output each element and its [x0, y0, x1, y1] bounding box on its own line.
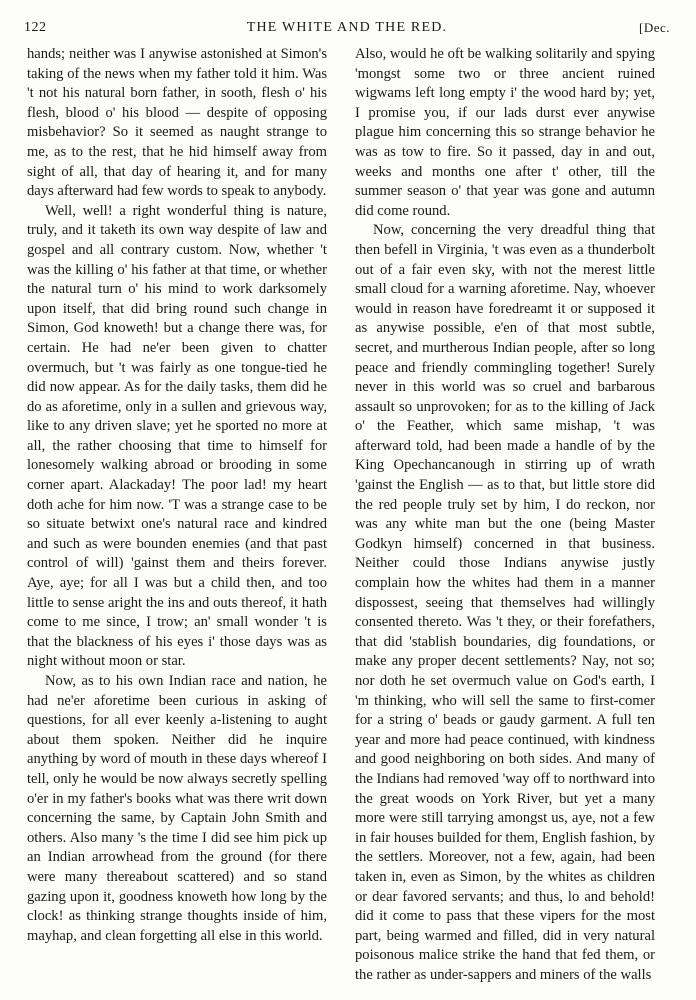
right-column — [355, 45, 655, 986]
paragraph: Well, well! a right wonderful thing is nature, truly, and it taketh its own way despite of law and gospel and all contrary custom. Now, whether 't was the killing o' his father at that time, or whether the natural turn o' his mind to work darksomely upon itself, that did bring round such change in Simon, God knoweth! but a change there was, for certain. He had ne'er been given to chatter overmuch, but 't was fairly as one tongue-tied he did now appear. As for the daily tasks, them did he do as aforetime, only in a sullen and grievous way, like to any driven slave; yet he sported no more at all, the rather choosing that time to himself for lonesomely walking abroad or brooding in some corner apart. Alackaday! The poor lad! my heart doth ache for him now. 'T was a strange case to be so situate betwixt one's natural race and kindred and such as were bounden enemies (and that past control of will) 'gainst them and theirs forever. Aye, aye; for all I was but a child then, and too little to sense aright the ins and outs thereof, it hath come to me since, I trow; an' small wonder 't is that the blackness of his eyes i' those days was as night without moon or star. — [27, 202, 327, 670]
paragraph: hands; neither was I anywise astonished at Simon's taking of the news when my father told it him. Was 't not his natural born father, in sooth, flesh o' his flesh, blood o' his blood — despite of opposing misbehavior? So it seemed as naught strange to me, as to the rest, that he hid himself away from sight of all, that day of hearing it, and for many days afterward had few words to speak to anybody. — [27, 46, 327, 200]
paragraph: Now, as to his own Indian race and nation, he had ne'er aforetime been curious in asking of questions, for all ever keenly a-listening to aught about them spoken. Neither did he inquire anything by word of mouth in these days whereof I tell, only he would be now always secretly spelling o'er in my father's books what was there writ down concerning the same, by Captain John Smith and others. Also many 's the time I did see him pick up an Indian arrowhead from the ground (for there were many thereabout scattered) and so stand gazing upon it, goodness knoweth how long by the clock! as thinking strange thoughts inside of him, mayhap, and clean forgetting all else in this world. — [27, 673, 327, 944]
paragraph: Now, concerning the very dreadful thing that then befell in Virginia, 't was even as a thunderbolt out of a fair even sky, with not the merest little small cloud for a warning aforetime. Nay, whoever would in reason have foredreamt it or supposed it as anywise possible, e'en of that most subtle, secret, and murtherous Indian people, after so long peace and friendly commingling together! Surely never in this world was so cruel and barbarous assault so unprovoken; for as to the killing of Jack o' the Feather, which same mishap, 't was afterward told, had been made a handle of by the King Opechancanough in stirring up of wrath 'gainst the English — as to that, but little store did the red people truly set by him, I do reckon, nor was any white man but the one (being Master Godkyn himself) concerned in that business. Neither could those Indians anywise justly complain how the whites had them in a manner dispossest, seeing that themselves had willingly consented thereto. Was 't they, or their forefathers, that did 'stablish boundaries, dig foundations, or make any proper decent settlements? Nay, not so; nor doth he set overmuch value on God's earth, I 'm thinking, who will sell the same to first-comer for a string o' beads or gaudy garment. A full ten year and more had peace continued, with kindness and good neighboring on both sides. And many of the Indians had removed 'way off to northward into the great woods on York River, but yet a many more were still tarrying amongst us, aye, not a few in fair houses builded for them, English fashion, by the settlers. Moreover, not a few, again, had been taken in, even as Simon, by the whites as children or dear favored servants; and thus, lo and behold! did it come to pass that these vipers for the most part, being warmed and filled, did in very natural poisonous malice strike the hand that fed them, or the rather as under-sappers and miners of the walls — [355, 222, 655, 983]
paragraph: Also, would he oft be walking solitarily and spying 'mongst some two or three ancient ruined wigwams left long empty i' the wood hard by; yet, I promise you, if our lads durst ever anywise plague him concerning this so strange behavior he was as tow to fire. So it passed, day in and out, weeks and months one after t' other, till the summer season o' that year was gone and autumn did come round. — [355, 46, 655, 219]
running-title: THE WHITE AND THE RED. — [246, 20, 448, 35]
running-header — [24, 20, 670, 40]
page-number: 122 — [24, 20, 47, 35]
left-column — [27, 45, 327, 946]
issue-month: [Dec. — [638, 20, 670, 35]
